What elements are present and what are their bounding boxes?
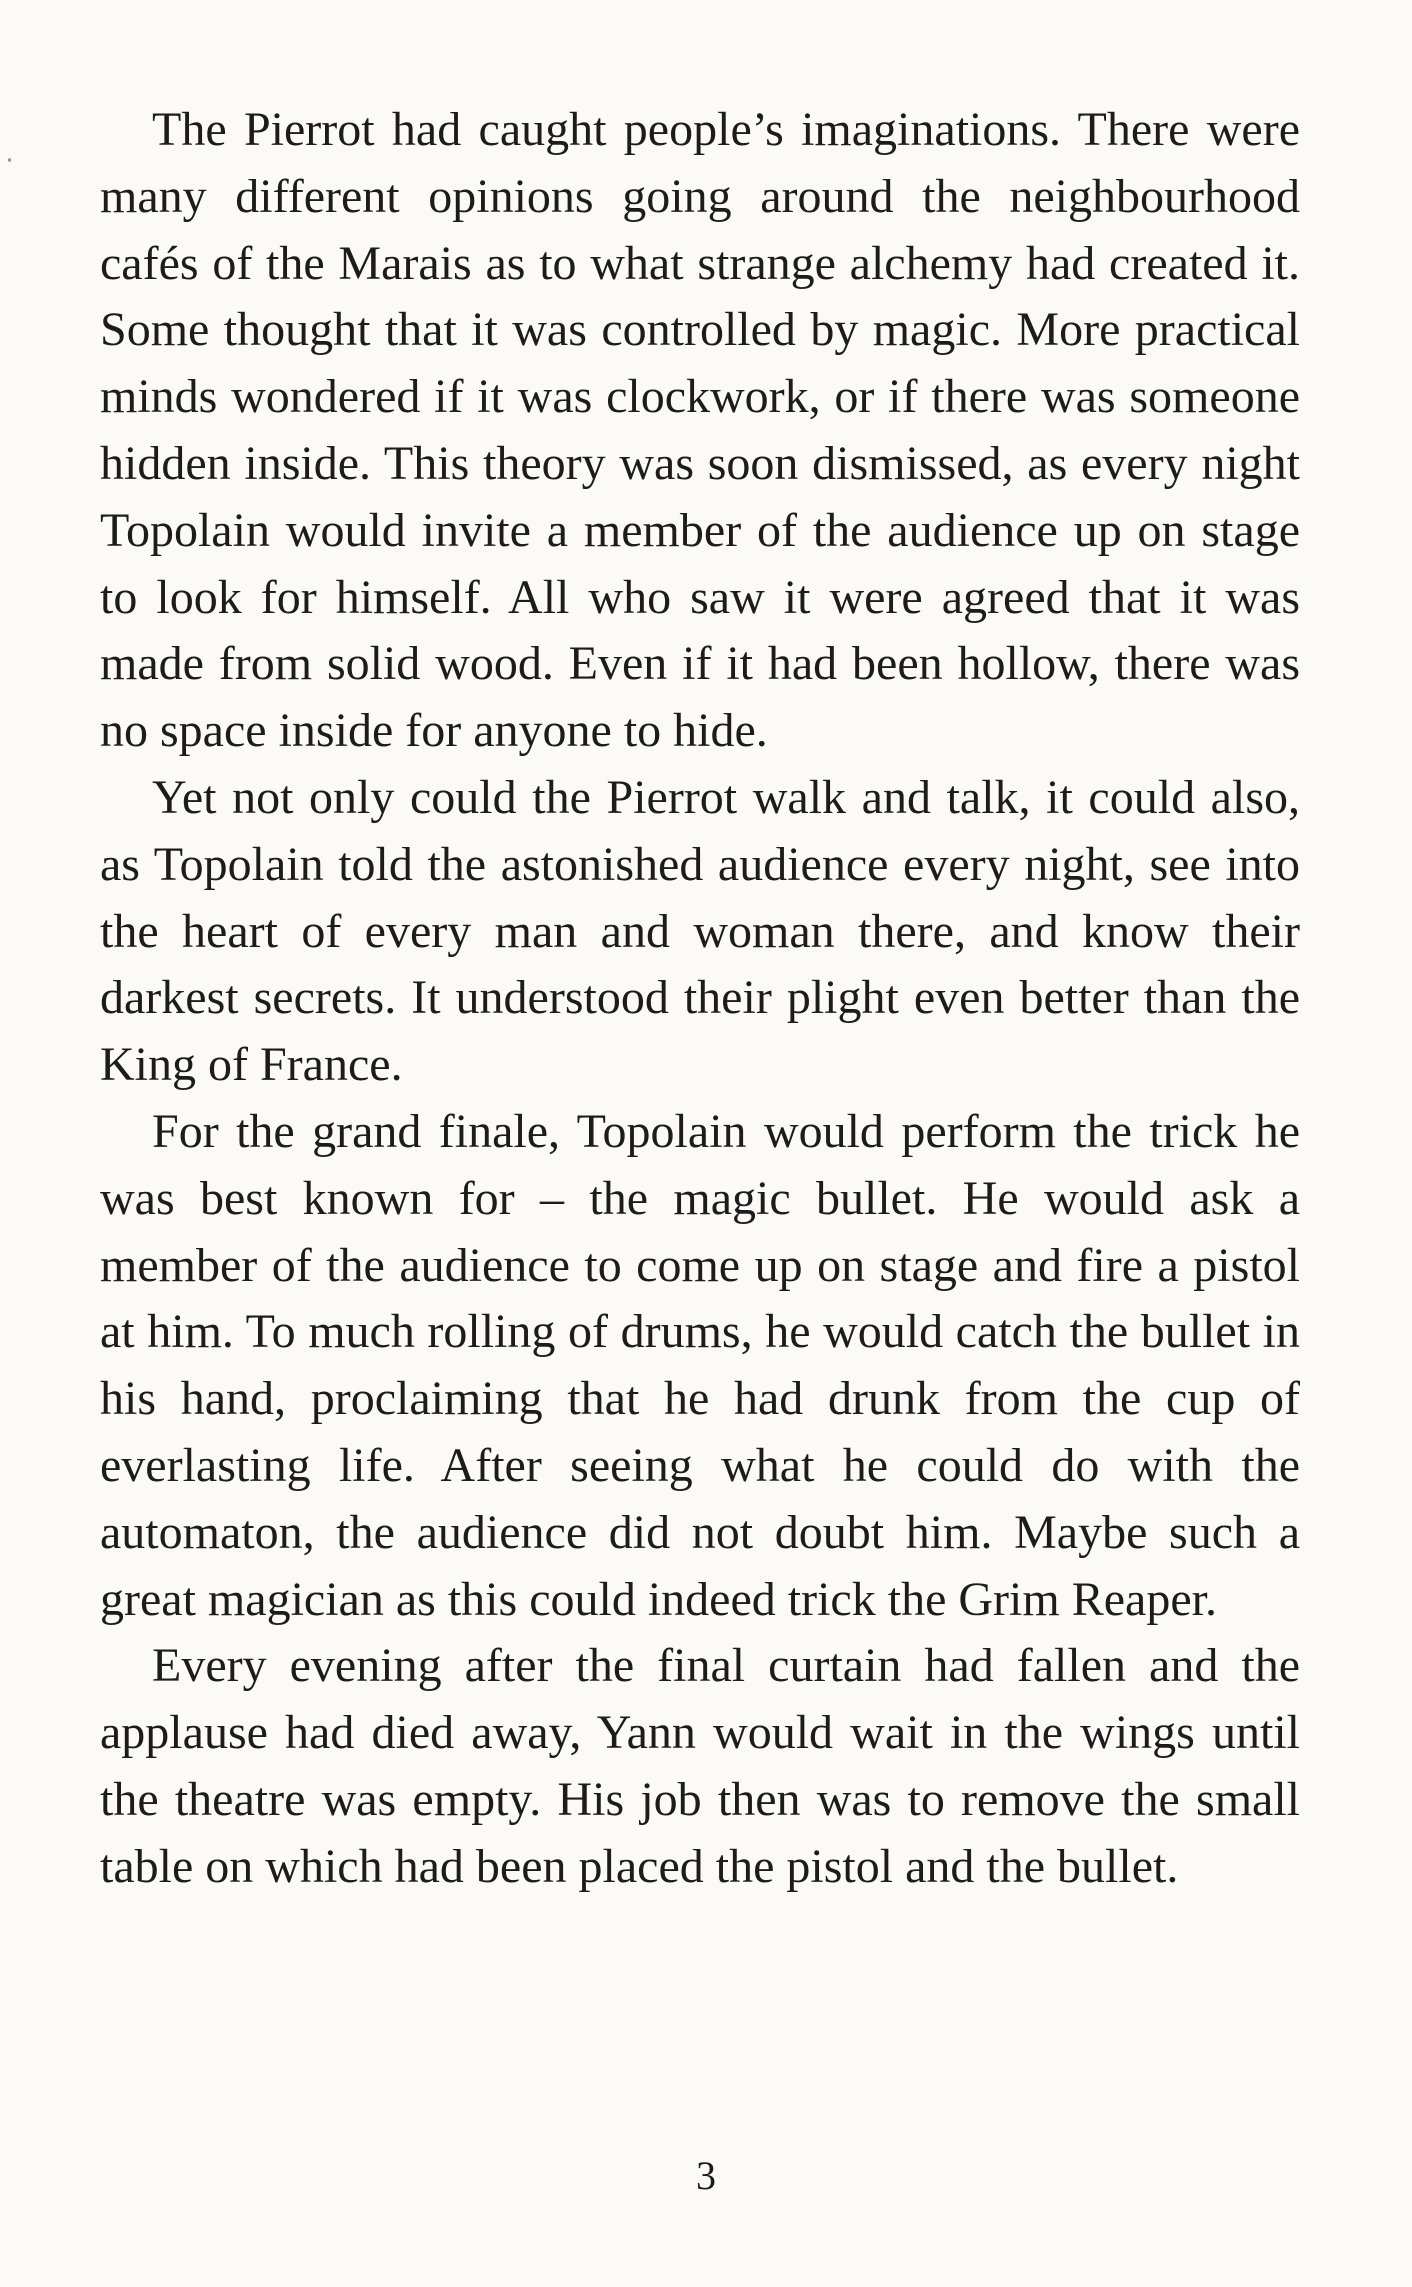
paragraph-4: Every evening after the final curtain had fallen and the applause had died away, Yann would wait in the wings until the theatre was empty. His job then was to remove the small table on which had been placed the pistol and the bullet. — [100, 1639, 1300, 1893]
paragraph-2: Yet not only could the Pierrot walk and talk, it could also, as Topolain told the astonished audience every night, see into the heart of every man and woman there, and know their darkest secrets. It understood their plight even better than the King of France. — [100, 770, 1300, 1092]
paragraph-1: The Pierrot had caught people’s imaginations. There were many different opinions going around the neighbourhood cafés of the Marais as to what strange alchemy had created it. Some thought that it was controlled by magic. More practical minds wondered if it was clockwork, or if there was someone hidden inside. This theory was soon dismissed, as every night Topolain would invite a member of the audience up on stage to look for himself. All who saw it were agreed that it was made from solid wood. Even if it had been hollow, there was no space inside for anyone to hide. — [100, 103, 1300, 758]
scan-speck — [8, 158, 11, 162]
paragraph-3: For the grand finale, Topolain would perform the trick he was best known for – the magic bullet. He would ask a member of the audience to come up on stage and fire a pistol at him. To much rolling of drums, he would catch the bullet in his hand, proclaiming that he had drunk from the cup of everlasting life. After seeing what he could do with the automaton, the audience did not doubt him. Maybe such a great magician as this could indeed trick the Grim Reaper. — [100, 1104, 1300, 1626]
body-text — [100, 97, 1300, 1901]
page-number: 3 — [696, 2153, 716, 2198]
